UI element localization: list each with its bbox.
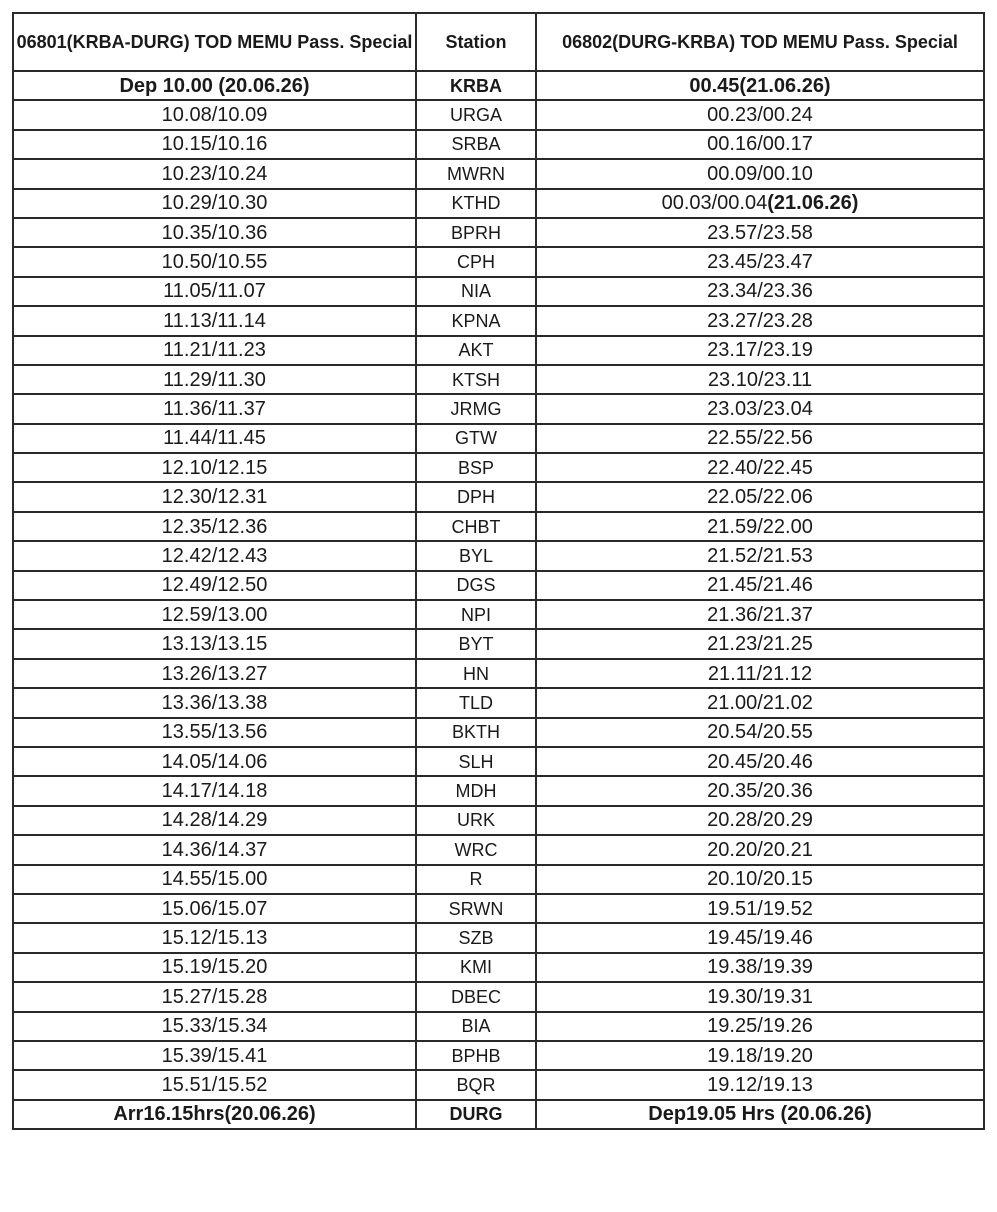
down-time xyxy=(536,953,984,982)
down-time-value: 20.20/20.21 xyxy=(707,838,813,861)
down-time-value: 23.57/23.58 xyxy=(707,221,813,244)
down-time xyxy=(536,482,984,511)
up-time: 14.55/15.00 xyxy=(13,865,416,894)
up-time: 13.55/13.56 xyxy=(13,718,416,747)
down-time xyxy=(536,923,984,952)
down-time-value: 19.18/19.20 xyxy=(707,1044,813,1067)
down-time-value: 19.25/19.26 xyxy=(707,1015,813,1038)
station-code: BQR xyxy=(416,1070,536,1099)
up-time: 10.50/10.55 xyxy=(13,247,416,276)
table-row xyxy=(13,1012,984,1041)
table-row xyxy=(13,718,984,747)
up-time: 12.30/12.31 xyxy=(13,482,416,511)
down-time xyxy=(536,982,984,1011)
down-time-value: 21.11/21.12 xyxy=(707,662,813,685)
down-time xyxy=(536,865,984,894)
down-time-value: 22.55/22.56 xyxy=(707,427,813,450)
station-code: KPNA xyxy=(416,306,536,335)
up-time: 10.23/10.24 xyxy=(13,159,416,188)
table-row xyxy=(13,130,984,159)
down-time-value: 19.51/19.52 xyxy=(707,897,813,920)
table-row xyxy=(13,894,984,923)
table-row xyxy=(13,1070,984,1099)
station-code: KTSH xyxy=(416,365,536,394)
up-time: 12.42/12.43 xyxy=(13,541,416,570)
table-row xyxy=(13,982,984,1011)
table-row xyxy=(13,100,984,129)
table-row xyxy=(13,482,984,511)
down-time-value: 23.45/23.47 xyxy=(707,251,813,274)
table-row xyxy=(13,394,984,423)
down-time xyxy=(536,541,984,570)
up-time: 11.05/11.07 xyxy=(13,277,416,306)
station-code: R xyxy=(416,865,536,894)
down-time xyxy=(536,600,984,629)
station-code: KRBA xyxy=(416,71,536,100)
station-code: BPHB xyxy=(416,1041,536,1070)
up-time: 15.27/15.28 xyxy=(13,982,416,1011)
down-time xyxy=(536,306,984,335)
table-row xyxy=(13,365,984,394)
down-time-value: 23.27/23.28 xyxy=(707,309,813,332)
table-row xyxy=(13,541,984,570)
station-code: SZB xyxy=(416,923,536,952)
up-arrival: Arr16.15hrs(20.06.26) xyxy=(13,1100,416,1129)
destination-row xyxy=(13,1100,984,1129)
table-row xyxy=(13,747,984,776)
down-time xyxy=(536,1070,984,1099)
table-row xyxy=(13,512,984,541)
timetable-body xyxy=(13,71,984,1129)
down-time xyxy=(536,806,984,835)
down-time xyxy=(536,688,984,717)
up-time: 14.36/14.37 xyxy=(13,835,416,864)
down-arrival: 00.45(21.06.26) xyxy=(536,71,984,100)
up-time: 12.35/12.36 xyxy=(13,512,416,541)
up-time: 12.10/12.15 xyxy=(13,453,416,482)
down-time xyxy=(536,365,984,394)
down-time xyxy=(536,336,984,365)
down-time xyxy=(536,247,984,276)
table-row xyxy=(13,1041,984,1070)
station-code: URK xyxy=(416,806,536,835)
timetable xyxy=(12,12,985,1130)
up-time: 15.19/15.20 xyxy=(13,953,416,982)
down-train-header: 06802(DURG-KRBA) TOD MEMU Pass. Special xyxy=(536,13,984,71)
down-time-value: 00.23/00.24 xyxy=(707,104,813,127)
table-row xyxy=(13,306,984,335)
down-time xyxy=(536,394,984,423)
table-row xyxy=(13,806,984,835)
up-time: 11.13/11.14 xyxy=(13,306,416,335)
table-row xyxy=(13,776,984,805)
down-time-value: 21.36/21.37 xyxy=(707,603,813,626)
down-time-value: 23.03/23.04 xyxy=(707,397,813,420)
down-time-value: 23.17/23.19 xyxy=(707,339,813,362)
station-code: NIA xyxy=(416,277,536,306)
station-code: SRBA xyxy=(416,130,536,159)
station-code: TLD xyxy=(416,688,536,717)
table-row xyxy=(13,571,984,600)
table-row xyxy=(13,953,984,982)
down-time-value: 21.52/21.53 xyxy=(707,544,813,567)
down-time-value: 22.40/22.45 xyxy=(707,456,813,479)
station-code: BKTH xyxy=(416,718,536,747)
down-time xyxy=(536,218,984,247)
station-code: BYL xyxy=(416,541,536,570)
down-time-value: 21.00/21.02 xyxy=(707,691,813,714)
station-code: MWRN xyxy=(416,159,536,188)
station-code: URGA xyxy=(416,100,536,129)
table-row xyxy=(13,277,984,306)
table-row xyxy=(13,629,984,658)
down-time-value: 20.28/20.29 xyxy=(707,809,813,832)
table-row xyxy=(13,189,984,218)
station-code: DBEC xyxy=(416,982,536,1011)
up-time: 14.28/14.29 xyxy=(13,806,416,835)
down-time xyxy=(536,629,984,658)
down-time-value: 19.30/19.31 xyxy=(707,985,813,1008)
station-code: BIA xyxy=(416,1012,536,1041)
table-row xyxy=(13,424,984,453)
table-row xyxy=(13,659,984,688)
up-time: 10.08/10.09 xyxy=(13,100,416,129)
down-time xyxy=(536,1041,984,1070)
down-time-value: 20.45/20.46 xyxy=(707,750,813,773)
station-code: BSP xyxy=(416,453,536,482)
up-time: 15.51/15.52 xyxy=(13,1070,416,1099)
up-time: 13.13/13.15 xyxy=(13,629,416,658)
down-time xyxy=(536,718,984,747)
station-code: HN xyxy=(416,659,536,688)
down-departure: Dep19.05 Hrs (20.06.26) xyxy=(536,1100,984,1129)
table-row xyxy=(13,600,984,629)
down-time xyxy=(536,277,984,306)
station-code: SRWN xyxy=(416,894,536,923)
station-code: WRC xyxy=(416,835,536,864)
up-time: 12.49/12.50 xyxy=(13,571,416,600)
table-row xyxy=(13,923,984,952)
station-code: NPI xyxy=(416,600,536,629)
up-time: 11.29/11.30 xyxy=(13,365,416,394)
down-time xyxy=(536,100,984,129)
table-row xyxy=(13,336,984,365)
up-time: 12.59/13.00 xyxy=(13,600,416,629)
down-time-value: 00.16/00.17 xyxy=(707,133,813,156)
station-header: Station xyxy=(416,13,536,71)
up-departure: Dep 10.00 (20.06.26) xyxy=(13,71,416,100)
down-time xyxy=(536,159,984,188)
up-time: 14.05/14.06 xyxy=(13,747,416,776)
up-time: 11.21/11.23 xyxy=(13,336,416,365)
up-time: 15.12/15.13 xyxy=(13,923,416,952)
down-time xyxy=(536,894,984,923)
table-row xyxy=(13,247,984,276)
up-time: 10.35/10.36 xyxy=(13,218,416,247)
up-time: 11.36/11.37 xyxy=(13,394,416,423)
down-time xyxy=(536,1012,984,1041)
station-code: CPH xyxy=(416,247,536,276)
up-time: 11.44/11.45 xyxy=(13,424,416,453)
station-code: MDH xyxy=(416,776,536,805)
up-time: 15.33/15.34 xyxy=(13,1012,416,1041)
timetable-sheet xyxy=(12,12,985,1130)
down-time-value: 21.45/21.46 xyxy=(707,574,813,597)
down-time-value: 19.45/19.46 xyxy=(707,927,813,950)
table-row xyxy=(13,453,984,482)
station-code: BYT xyxy=(416,629,536,658)
down-time xyxy=(536,189,984,218)
station-code: DGS xyxy=(416,571,536,600)
down-time-value: 20.10/20.15 xyxy=(707,868,813,891)
down-date-suffix: (21.06.26) xyxy=(767,192,859,215)
down-time-value: 19.12/19.13 xyxy=(707,1073,813,1096)
down-time-value: 21.23/21.25 xyxy=(707,633,813,656)
down-time xyxy=(536,747,984,776)
down-time xyxy=(536,776,984,805)
up-train-header: 06801(KRBA-DURG) TOD MEMU Pass. Special xyxy=(13,13,416,71)
station-code: GTW xyxy=(416,424,536,453)
down-time xyxy=(536,659,984,688)
down-time-value: 23.10/23.11 xyxy=(707,368,813,391)
up-time: 10.15/10.16 xyxy=(13,130,416,159)
up-time: 15.06/15.07 xyxy=(13,894,416,923)
down-time xyxy=(536,512,984,541)
header-row xyxy=(13,13,984,71)
up-time: 13.36/13.38 xyxy=(13,688,416,717)
station-code: SLH xyxy=(416,747,536,776)
down-time-value: 20.35/20.36 xyxy=(707,780,813,803)
table-row xyxy=(13,865,984,894)
down-time-value: 22.05/22.06 xyxy=(707,486,813,509)
down-time xyxy=(536,130,984,159)
down-time-value: 19.38/19.39 xyxy=(707,956,813,979)
up-time: 14.17/14.18 xyxy=(13,776,416,805)
station-code: DURG xyxy=(416,1100,536,1129)
up-time: 13.26/13.27 xyxy=(13,659,416,688)
down-time-value: 21.59/22.00 xyxy=(707,515,813,538)
station-code: BPRH xyxy=(416,218,536,247)
origin-row xyxy=(13,71,984,100)
table-row xyxy=(13,218,984,247)
station-code: KTHD xyxy=(416,189,536,218)
table-row xyxy=(13,159,984,188)
down-time-value: 20.54/20.55 xyxy=(707,721,813,744)
station-code: CHBT xyxy=(416,512,536,541)
down-time xyxy=(536,571,984,600)
down-time-value: 23.34/23.36 xyxy=(707,280,813,303)
down-time-value: 00.09/00.10 xyxy=(707,162,813,185)
down-time xyxy=(536,453,984,482)
station-code: DPH xyxy=(416,482,536,511)
up-time: 10.29/10.30 xyxy=(13,189,416,218)
down-time xyxy=(536,424,984,453)
station-code: AKT xyxy=(416,336,536,365)
table-row xyxy=(13,688,984,717)
station-code: KMI xyxy=(416,953,536,982)
station-code: JRMG xyxy=(416,394,536,423)
table-row xyxy=(13,835,984,864)
down-time xyxy=(536,835,984,864)
down-time-value: 00.03/00.04 xyxy=(661,192,768,215)
up-time: 15.39/15.41 xyxy=(13,1041,416,1070)
